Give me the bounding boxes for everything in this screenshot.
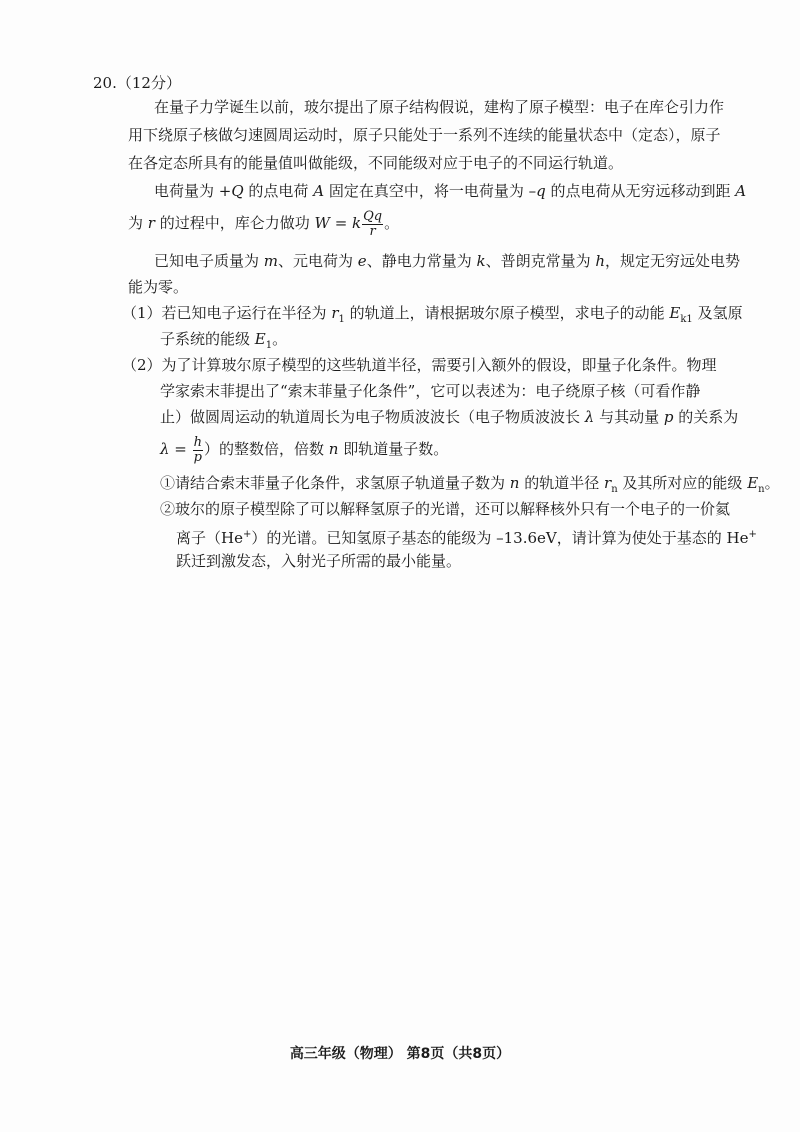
constants-line-1: 已知电子质量为 m、元电荷为 e、静电力常量为 k、普朗克常量为 h，规定无穷远处电势 [154, 252, 741, 270]
part2-line-1: （2）为了计算玻尔原子模型的这些轨道半径，需要引入额外的假设，即量子化条件。物理 [122, 356, 717, 374]
intro-line-3: 在各定态所具有的能量值叫做能级，不同能级对应于电子的不同运行轨道。 [128, 154, 624, 172]
part2-label: （2） [122, 356, 162, 374]
coulomb-work-line: 为 r 的过程中，库仑力做功 W = k $\frac{Qq}{r}$ 。 [128, 208, 400, 239]
question-number: 20.（12分） [93, 74, 181, 92]
page-footer: 高三年级（物理） 第8页（共8页） [289, 1046, 511, 1062]
part1-line-2: 子系统的能级 $E_1$。 [160, 330, 288, 351]
subq1-line: ①请结合索末菲量子化条件，求氢原子轨道量子数为 n 的轨道半径 $r_n$ 及其所对应的能级 $E_n$。 [160, 474, 780, 495]
coulomb-fraction: $\frac{Qq}{r}$ [363, 208, 383, 239]
intro-line-2: 用下绕原子核做匀速圆周运动时，原子只能处于一系列不连续的能量状态中（定态），原子 [128, 126, 721, 144]
debroglie-fraction: $\frac{h}{p}$ [193, 434, 202, 465]
coulomb-line-1: 电荷量为 +Q 的点电荷 A 固定在真空中，将一电荷量为 –q 的点电荷从无穷远移动到距 A [154, 182, 747, 200]
subq2-line-1: ②玻尔的原子模型除了可以解释氢原子的光谱，还可以解释核外只有一个电子的一价氦 [160, 500, 731, 518]
subq2-line-2: 离子（He+）的光谱。已知氢原子基态的能级为 –13.6eV，请计算为使处于基态的 He+ [176, 529, 757, 547]
part2-line-3: 止）做圆周运动的轨道周长为电子物质波波长（电子物质波波长 λ 与其动量 p 的关系为 [160, 408, 739, 426]
part1-line-1: （1）若已知电子运行在半径为 $r_1$ 的轨道上，请根据玻尔原子模型，求电子的动能 $E_{k1}$ 及氢原 [122, 304, 743, 325]
part2-debroglie-line: λ = $\frac{h}{p}$ ）的整数倍，倍数 n 即轨道量子数。 [160, 434, 449, 465]
part1-label: （1） [122, 304, 162, 322]
part2-line-2: 学家索末菲提出了“索末菲量子化条件”，它可以表述为：电子绕原子核（可看作静 [160, 382, 701, 400]
subq1-label: ① [160, 474, 176, 492]
constants-line-2: 能为零。 [128, 278, 189, 296]
intro-line-1: 在量子力学诞生以前，玻尔提出了原子结构假说，建构了原子模型：电子在库仑引力作 [154, 98, 725, 116]
subq2-line-3: 跃迁到激发态，入射光子所需的最小能量。 [176, 552, 462, 570]
subq2-label: ② [160, 500, 176, 518]
